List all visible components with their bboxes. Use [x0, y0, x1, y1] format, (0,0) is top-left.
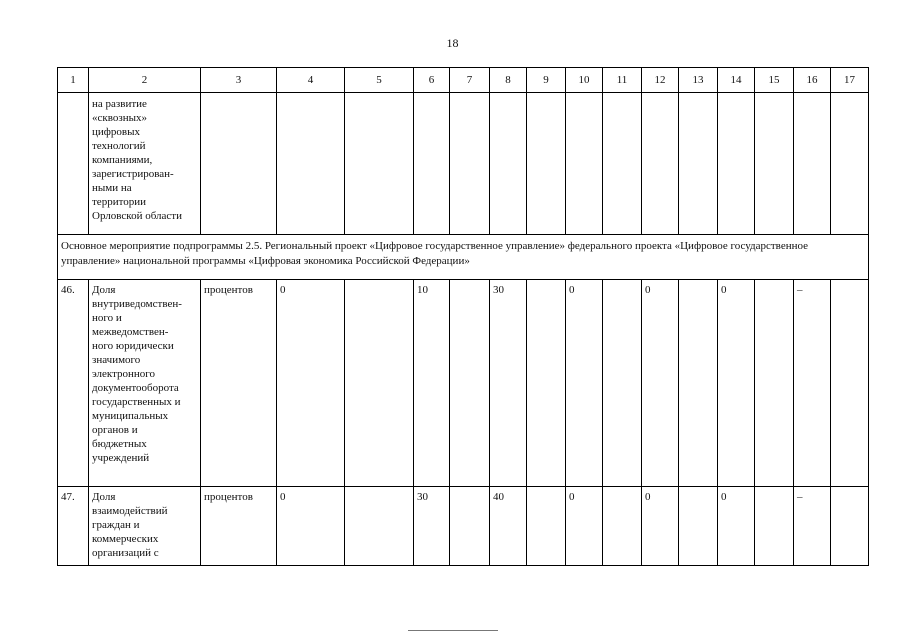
row-number: 47.: [58, 487, 89, 566]
value-cell: 0: [718, 280, 755, 487]
table-cell: [527, 93, 566, 235]
value-cell: [831, 487, 869, 566]
value-cell: [345, 487, 414, 566]
value-cell: [345, 280, 414, 487]
unit-cell: процентов: [201, 280, 277, 487]
header-cell: 2: [89, 68, 201, 93]
value-cell: 0: [277, 280, 345, 487]
header-cell: 14: [718, 68, 755, 93]
header-cell: 3: [201, 68, 277, 93]
header-cell: 8: [490, 68, 527, 93]
value-cell: [679, 487, 718, 566]
value-cell: [755, 280, 794, 487]
table-cell: [794, 93, 831, 235]
value-cell: [679, 280, 718, 487]
indicator-name-continued: на развитие «сквозных» цифровых технологий компаниями, зарегистрирован- ными на территории Орловской области: [89, 93, 201, 235]
table-cell: [414, 93, 450, 235]
value-cell: 30: [414, 487, 450, 566]
header-cell: 9: [527, 68, 566, 93]
value-cell: [603, 487, 642, 566]
value-cell: [755, 487, 794, 566]
value-cell: [527, 487, 566, 566]
table-cell: [490, 93, 527, 235]
value-cell: 40: [490, 487, 527, 566]
header-cell: 11: [603, 68, 642, 93]
value-cell: [450, 487, 490, 566]
scan-artifact-line: [408, 630, 498, 632]
header-cell: 10: [566, 68, 603, 93]
header-cell: 15: [755, 68, 794, 93]
value-cell: [527, 280, 566, 487]
value-cell: 0: [642, 280, 679, 487]
section-row: [58, 235, 869, 280]
table-cell: [58, 93, 89, 235]
page-number: 18: [446, 36, 459, 50]
value-cell: 10: [414, 280, 450, 487]
table-row: [58, 487, 869, 566]
header-cell: 16: [794, 68, 831, 93]
table-cell: [566, 93, 603, 235]
table-row: [58, 280, 869, 487]
unit-cell: процентов: [201, 487, 277, 566]
value-cell: –: [794, 280, 831, 487]
value-cell: 30: [490, 280, 527, 487]
value-cell: –: [794, 487, 831, 566]
header-row: [58, 68, 869, 93]
header-cell: 1: [58, 68, 89, 93]
header-cell: 6: [414, 68, 450, 93]
continued-row: [58, 93, 869, 235]
table-cell: [642, 93, 679, 235]
header-cell: 5: [345, 68, 414, 93]
value-cell: 0: [566, 487, 603, 566]
header-cell: 12: [642, 68, 679, 93]
row-number: 46.: [58, 280, 89, 487]
header-cell: 4: [277, 68, 345, 93]
table-cell: [679, 93, 718, 235]
indicator-name: Доля внутриведомствен- ного и межведомствен- ного юридически значимого электронного документооборота государственных и муниципальных органов и бюджетных учреждений: [89, 280, 201, 487]
table-cell: [277, 93, 345, 235]
value-cell: 0: [718, 487, 755, 566]
table-cell: [201, 93, 277, 235]
table-cell: [755, 93, 794, 235]
table-cell: [831, 93, 869, 235]
header-cell: 13: [679, 68, 718, 93]
table-cell: [603, 93, 642, 235]
indicator-name: Доля взаимодействий граждан и коммерческих организаций с: [89, 487, 201, 566]
indicator-table: [57, 67, 869, 566]
table-cell: [718, 93, 755, 235]
value-cell: 0: [566, 280, 603, 487]
value-cell: [450, 280, 490, 487]
value-cell: [831, 280, 869, 487]
header-cell: 17: [831, 68, 869, 93]
table-cell: [345, 93, 414, 235]
table-cell: [450, 93, 490, 235]
value-cell: [603, 280, 642, 487]
value-cell: 0: [642, 487, 679, 566]
value-cell: 0: [277, 487, 345, 566]
header-cell: 7: [450, 68, 490, 93]
section-title: Основное мероприятие подпрограммы 2.5. Региональный проект «Цифровое государственное управление» федерального проекта «Цифровое государственное управление» национальной программы «Цифровая экономика Российской Федерации»: [58, 235, 869, 280]
